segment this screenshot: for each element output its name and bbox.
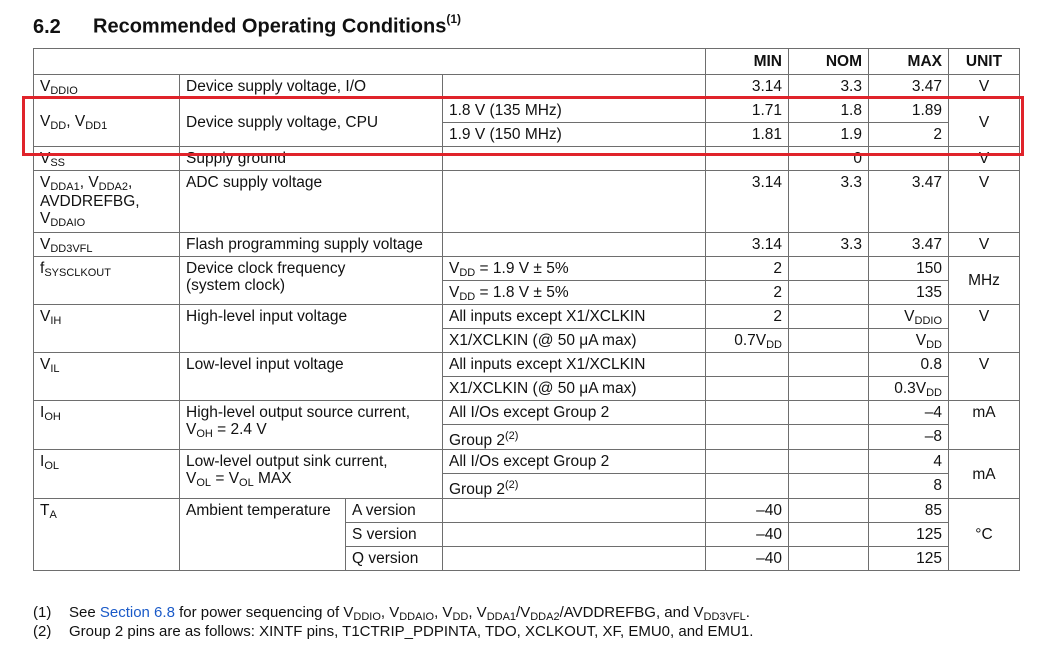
table-row-vdd <box>34 99 1020 123</box>
condition-cell: All inputs except X1/XCLKIN <box>443 353 706 377</box>
min-cell: 2 <box>706 257 789 281</box>
nom-cell <box>789 499 869 523</box>
symbol-cell: $V_{DD}$, $V_{DD1}$ <box>34 99 180 147</box>
condition-cell <box>443 233 706 257</box>
nom-cell <box>789 257 869 281</box>
symbol-cell: $V_{IH}$ <box>34 305 180 353</box>
unit-cell: V <box>949 75 1020 99</box>
max-cell: $V_{DD}$ <box>869 329 949 353</box>
description-cell: Device clock frequency (system clock) <box>180 257 443 305</box>
min-cell: –40 <box>706 547 789 571</box>
max-cell <box>869 147 949 171</box>
condition-cell: $V_{DD} = 1.9$ V ± 5% <box>443 257 706 281</box>
condition-cell: 1.8 V (135 MHz) <box>443 99 706 123</box>
header-nom: NOM <box>789 49 869 75</box>
nom-cell <box>789 329 869 353</box>
description-cell: High-level input voltage <box>180 305 443 353</box>
min-cell: 2 <box>706 305 789 329</box>
table-row-vih <box>34 305 1020 329</box>
table-header-row <box>34 49 1020 75</box>
unit-cell: V <box>949 99 1020 147</box>
condition-cell: 1.9 V (150 MHz) <box>443 123 706 147</box>
max-cell: $V_{DDIO}$ <box>869 305 949 329</box>
max-cell: –4 <box>869 401 949 425</box>
nom-cell <box>789 281 869 305</box>
title-footnote-ref[interactable]: (1) <box>446 12 462 26</box>
nom-cell <box>789 377 869 401</box>
unit-cell: V <box>949 353 1020 401</box>
min-cell <box>706 450 789 474</box>
unit-cell: °C <box>949 499 1020 571</box>
table-row-vdda <box>34 171 1020 233</box>
min-cell: 3.14 <box>706 171 789 233</box>
table-row-vdd3vfl <box>34 233 1020 257</box>
unit-cell: V <box>949 147 1020 171</box>
symbol-cell: $V_{SS}$ <box>34 147 180 171</box>
symbol-cell: $I_{OH}$ <box>34 401 180 450</box>
nom-cell: 0 <box>789 147 869 171</box>
min-cell: 1.81 <box>706 123 789 147</box>
symbol-cell: $V_{IL}$ <box>34 353 180 401</box>
max-cell: 125 <box>869 523 949 547</box>
max-cell: 8 <box>869 474 949 499</box>
symbol-cell: $T_A$ <box>34 499 180 571</box>
min-cell: $0.7V_{DD}$ <box>706 329 789 353</box>
min-cell: –40 <box>706 499 789 523</box>
table-row-iol <box>34 450 1020 474</box>
description-cell: ADC supply voltage <box>180 171 443 233</box>
condition-cell <box>443 523 706 547</box>
nom-cell: 3.3 <box>789 233 869 257</box>
description-cell: Supply ground <box>180 147 443 171</box>
min-cell: 3.14 <box>706 75 789 99</box>
min-cell: 3.14 <box>706 233 789 257</box>
condition-cell: $V_{DD} = 1.8$ V ± 5% <box>443 281 706 305</box>
condition-cell: Group 2$^{(2)}$ <box>443 425 706 450</box>
max-cell: 0.8 <box>869 353 949 377</box>
table-row-ta <box>34 499 1020 523</box>
nom-cell <box>789 401 869 425</box>
nom-cell <box>789 353 869 377</box>
condition-cell: All inputs except X1/XCLKIN <box>443 305 706 329</box>
nom-cell <box>789 305 869 329</box>
header-unit: UNIT <box>949 49 1020 75</box>
min-cell <box>706 147 789 171</box>
condition-cell <box>443 547 706 571</box>
footnotes <box>33 604 753 641</box>
unit-cell: V <box>949 305 1020 353</box>
max-cell: $0.3V_{DD}$ <box>869 377 949 401</box>
symbol-cell: $V_{DD3VFL}$ <box>34 233 180 257</box>
table-row-vil <box>34 353 1020 377</box>
min-cell: 2 <box>706 281 789 305</box>
max-cell: 3.47 <box>869 233 949 257</box>
max-cell: 135 <box>869 281 949 305</box>
nom-cell: 1.9 <box>789 123 869 147</box>
section-6-8-link[interactable]: Section 6.8 <box>99 604 175 621</box>
footnote-2: (2) Group 2 pins are as follows: XINTF pins, T1CTRIP_PDPINTA, TDO, XCLKOUT, XF, EMU0, and EMU1. <box>33 623 754 640</box>
max-cell: –8 <box>869 425 949 450</box>
max-cell: 125 <box>869 547 949 571</box>
description-cell: Flash programming supply voltage <box>180 233 443 257</box>
symbol-cell: $I_{OL}$ <box>34 450 180 499</box>
min-cell <box>706 377 789 401</box>
description-cell: Device supply voltage, CPU <box>180 99 443 147</box>
condition-cell <box>443 147 706 171</box>
table-row-vddio <box>34 75 1020 99</box>
max-cell: 2 <box>869 123 949 147</box>
max-cell: 85 <box>869 499 949 523</box>
version-cell: S version <box>346 523 443 547</box>
nom-cell <box>789 474 869 499</box>
description-cell: Low-level output sink current, $V_{OL} = V_{OL}$ MAX <box>180 450 443 499</box>
description-cell: Ambient temperature <box>180 499 346 571</box>
condition-cell: X1/XCLKIN (@ 50 μA max) <box>443 377 706 401</box>
symbol-cell: $V_{DDA1}$, $V_{DDA2}$, AVDDREFBG, $V_{DDAIO}$ <box>34 171 180 233</box>
unit-cell: mA <box>949 450 1020 499</box>
header-min: MIN <box>706 49 789 75</box>
unit-cell: MHz <box>949 257 1020 305</box>
max-cell: 3.47 <box>869 171 949 233</box>
nom-cell <box>789 523 869 547</box>
description-cell: Device supply voltage, I/O <box>180 75 443 99</box>
version-cell: A version <box>346 499 443 523</box>
unit-cell: V <box>949 233 1020 257</box>
unit-cell: V <box>949 171 1020 233</box>
nom-cell: 3.3 <box>789 171 869 233</box>
section-number: 6.2 <box>33 15 61 38</box>
version-cell: Q version <box>346 547 443 571</box>
nom-cell: 3.3 <box>789 75 869 99</box>
section-title: Recommended Operating Conditions <box>93 15 447 38</box>
description-cell: High-level output source current, $V_{OH} = 2.4$ V <box>180 401 443 450</box>
operating-conditions-table <box>33 48 1020 571</box>
symbol-cell: $f_{SYSCLKOUT}$ <box>34 257 180 305</box>
table-row-vss <box>34 147 1020 171</box>
min-cell: 1.71 <box>706 99 789 123</box>
header-blank <box>34 49 706 75</box>
condition-cell: All I/Os except Group 2 <box>443 401 706 425</box>
nom-cell <box>789 547 869 571</box>
condition-cell <box>443 499 706 523</box>
condition-cell <box>443 75 706 99</box>
condition-cell: Group 2$^{(2)}$ <box>443 474 706 499</box>
min-cell: –40 <box>706 523 789 547</box>
unit-cell: mA <box>949 401 1020 450</box>
nom-cell: 1.8 <box>789 99 869 123</box>
description-cell: Low-level input voltage <box>180 353 443 401</box>
header-max: MAX <box>869 49 949 75</box>
footnote-1: (1) See Section 6.8 for power sequencing of $V_{DDIO}$, $V_{DDAIO}$, $V_{DD}$, $V_{DDA1}/V_{DDA2}$/AVDDREFBG, and $V_{DD3VFL}$. <box>33 604 750 623</box>
table-row-fsysclkout <box>34 257 1020 281</box>
section-heading <box>33 14 461 39</box>
max-cell: 3.47 <box>869 75 949 99</box>
max-cell: 1.89 <box>869 99 949 123</box>
max-cell: 150 <box>869 257 949 281</box>
min-cell <box>706 401 789 425</box>
nom-cell <box>789 450 869 474</box>
min-cell <box>706 353 789 377</box>
condition-cell: X1/XCLKIN (@ 50 μA max) <box>443 329 706 353</box>
nom-cell <box>789 425 869 450</box>
min-cell <box>706 474 789 499</box>
condition-cell <box>443 171 706 233</box>
min-cell <box>706 425 789 450</box>
max-cell: 4 <box>869 450 949 474</box>
table-row-ioh <box>34 401 1020 425</box>
symbol-cell: $V_{DDIO}$ <box>34 75 180 99</box>
condition-cell: All I/Os except Group 2 <box>443 450 706 474</box>
